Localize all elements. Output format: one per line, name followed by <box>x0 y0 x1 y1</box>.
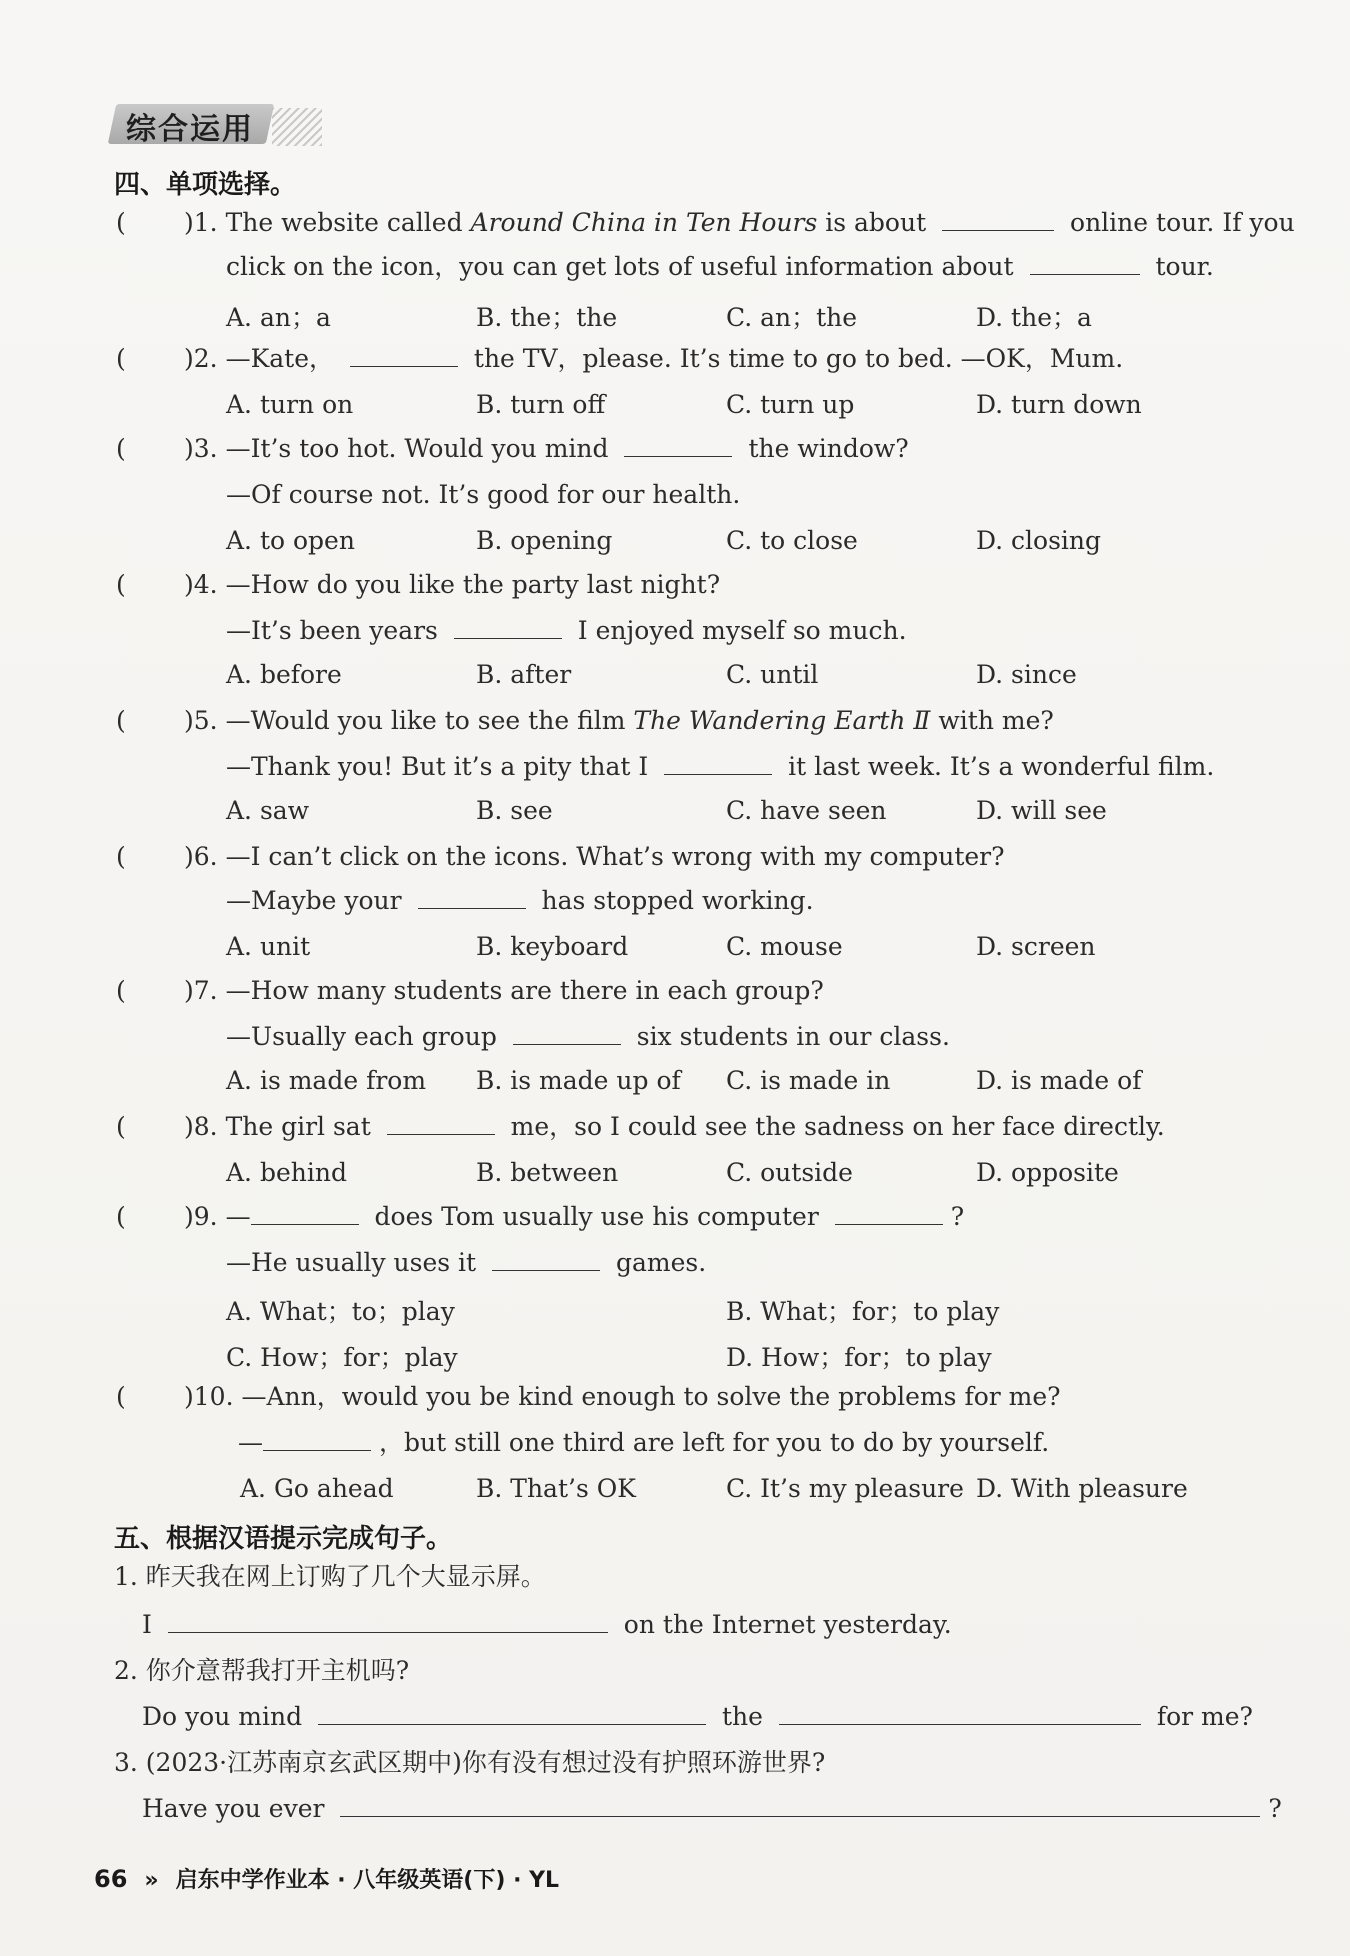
question-2-line-1: )2. —Kate， the TV，please. It’s time to go to bed. —OK，Mum. <box>184 344 1124 373</box>
blank[interactable] <box>513 1022 621 1045</box>
question-5-line-1: )5. —Would you like to see the film The Wandering Earth Ⅱ with me? <box>184 706 1054 735</box>
question-9-line-2: —He usually uses it games. <box>226 1248 707 1277</box>
answer-paren-3[interactable]: ( <box>116 434 126 463</box>
part5-item-3-english: Have you ever ? <box>142 1794 1282 1823</box>
book-title: 启东中学作业本 · 八年级英语(下) · YL <box>175 1868 560 1893</box>
option[interactable]: D. since <box>976 660 1077 689</box>
part4-heading: 四、单项选择。 <box>114 170 297 200</box>
question-3-line-2: —Of course not. It’s good for our health. <box>226 480 741 509</box>
answer-paren-4[interactable]: ( <box>116 570 126 599</box>
question-10-line-1: )10. —Ann，would you be kind enough to solve the problems for me? <box>184 1382 1061 1411</box>
blank[interactable] <box>418 886 526 909</box>
option[interactable]: B. is made up of <box>476 1066 681 1095</box>
blank[interactable] <box>942 208 1054 231</box>
option[interactable]: B. That’s OK <box>476 1474 636 1503</box>
blank[interactable] <box>263 1428 371 1451</box>
question-7-line-2: —Usually each group six students in our class. <box>226 1022 950 1051</box>
answer-paren-1[interactable]: ( <box>116 208 126 237</box>
question-1-line-2: click on the icon，you can get lots of useful information about tour. <box>226 252 1214 281</box>
blank[interactable] <box>492 1248 600 1271</box>
part5-item-2-english: Do you mind the for me? <box>142 1702 1253 1731</box>
option[interactable]: C. How；for；play <box>226 1343 458 1372</box>
question-4-line-2: —It’s been years I enjoyed myself so much. <box>226 616 907 645</box>
blank[interactable] <box>251 1202 359 1225</box>
option[interactable]: A. unit <box>226 932 311 961</box>
answer-paren-9[interactable]: ( <box>116 1202 126 1231</box>
answer-blank[interactable] <box>779 1702 1141 1725</box>
answer-paren-8[interactable]: ( <box>116 1112 126 1141</box>
answer-paren-10[interactable]: ( <box>116 1382 126 1411</box>
part5-item-3-chinese: 3. (2023·江苏南京玄武区期中)你有没有想过没有护照环游世界? <box>114 1748 826 1777</box>
option[interactable]: A. behind <box>226 1158 347 1187</box>
option[interactable]: B. after <box>476 660 572 689</box>
option[interactable]: C. mouse <box>726 932 843 961</box>
part5-item-1-english: I on the Internet yesterday. <box>142 1610 952 1639</box>
option[interactable]: B. What；for；to play <box>726 1297 1000 1326</box>
answer-paren-2[interactable]: ( <box>116 344 126 373</box>
section-banner-text: 综合运用 <box>126 112 254 147</box>
option[interactable]: C. an；the <box>726 303 858 332</box>
option[interactable]: C. have seen <box>726 796 887 825</box>
answer-paren-6[interactable]: ( <box>116 842 126 871</box>
banner-decoration <box>272 108 322 146</box>
answer-paren-5[interactable]: ( <box>116 706 126 735</box>
question-5-line-2: —Thank you! But it’s a pity that I it last week. It’s a wonderful film. <box>226 752 1215 781</box>
option[interactable]: D. opposite <box>976 1158 1119 1187</box>
option[interactable]: A. an；a <box>226 303 331 332</box>
page-footer <box>94 1863 559 1894</box>
option[interactable]: D. screen <box>976 932 1096 961</box>
double-chevron-icon: » <box>144 1868 159 1893</box>
option[interactable]: B. between <box>476 1158 619 1187</box>
option[interactable]: B. see <box>476 796 553 825</box>
option[interactable]: D. is made of <box>976 1066 1142 1095</box>
part5-heading: 五、根据汉语提示完成句子。 <box>114 1524 453 1554</box>
option[interactable]: B. opening <box>476 526 613 555</box>
question-10-line-2: — ，but still one third are left for you to do by yourself. <box>238 1428 1050 1457</box>
blank[interactable] <box>624 434 732 457</box>
question-3-line-1: )3. —It’s too hot. Would you mind the window? <box>184 434 909 463</box>
question-7-line-1: )7. —How many students are there in each group? <box>184 976 824 1005</box>
option[interactable]: A. Go ahead <box>240 1474 394 1503</box>
blank[interactable] <box>835 1202 943 1225</box>
answer-blank[interactable] <box>340 1794 1260 1817</box>
question-1-line-1: )1. The website called Around China in Ten Hours is about online tour. If you <box>184 208 1295 237</box>
part5-item-1-chinese: 1. 昨天我在网上订购了几个大显示屏。 <box>114 1562 546 1591</box>
option[interactable]: D. How；for；to play <box>726 1343 992 1372</box>
option[interactable]: A. turn on <box>226 390 354 419</box>
answer-blank[interactable] <box>168 1610 608 1633</box>
option[interactable]: C. It’s my pleasure <box>726 1474 964 1503</box>
option[interactable]: C. is made in <box>726 1066 891 1095</box>
page-number: 66 <box>94 1865 128 1893</box>
question-6-line-2: —Maybe your has stopped working. <box>226 886 814 915</box>
question-9-line-1: )9. — does Tom usually use his computer ? <box>184 1202 965 1231</box>
option[interactable]: D. With pleasure <box>976 1474 1188 1503</box>
option[interactable]: C. outside <box>726 1158 853 1187</box>
option[interactable]: C. until <box>726 660 819 689</box>
option[interactable]: C. turn up <box>726 390 855 419</box>
answer-blank[interactable] <box>318 1702 706 1725</box>
option[interactable]: A. What；to；play <box>226 1297 455 1326</box>
section-banner <box>112 100 312 150</box>
blank[interactable] <box>664 752 772 775</box>
question-6-line-1: )6. —I can’t click on the icons. What’s wrong with my computer? <box>184 842 1005 871</box>
option[interactable]: C. to close <box>726 526 858 555</box>
question-8-line-1: )8. The girl sat me，so I could see the sadness on her face directly. <box>184 1112 1165 1141</box>
question-4-line-1: )4. —How do you like the party last night? <box>184 570 721 599</box>
option[interactable]: A. to open <box>226 526 355 555</box>
part5-item-2-chinese: 2. 你介意帮我打开主机吗? <box>114 1656 410 1685</box>
option[interactable]: A. before <box>226 660 342 689</box>
answer-paren-7[interactable]: ( <box>116 976 126 1005</box>
blank[interactable] <box>454 616 562 639</box>
option[interactable]: D. turn down <box>976 390 1142 419</box>
option[interactable]: D. the；a <box>976 303 1092 332</box>
option[interactable]: D. closing <box>976 526 1102 555</box>
option[interactable]: A. saw <box>226 796 310 825</box>
option[interactable]: B. turn off <box>476 390 606 419</box>
blank[interactable] <box>387 1112 495 1135</box>
option[interactable]: B. keyboard <box>476 932 629 961</box>
option[interactable]: A. is made from <box>226 1066 427 1095</box>
option[interactable]: D. will see <box>976 796 1107 825</box>
option[interactable]: B. the；the <box>476 303 618 332</box>
blank[interactable] <box>1030 252 1140 275</box>
blank[interactable] <box>350 344 458 367</box>
